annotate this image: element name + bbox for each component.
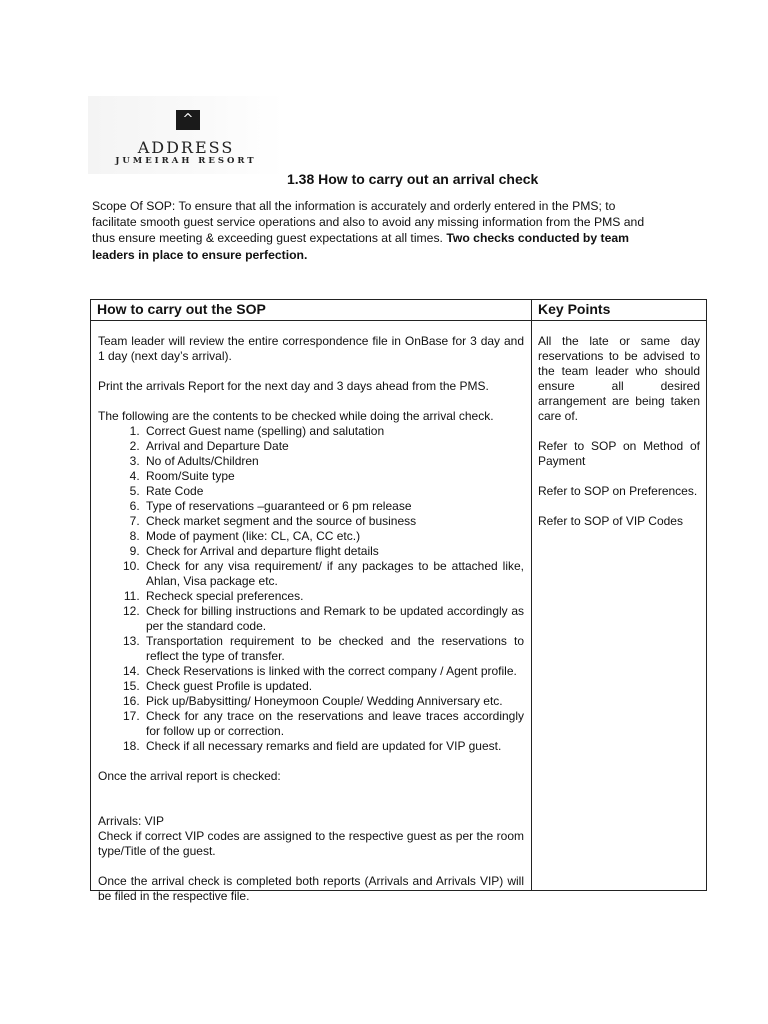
logo-mark-icon: ^	[176, 110, 200, 130]
key-point-vip-codes: Refer to SOP of VIP Codes	[538, 514, 683, 528]
scope-paragraph	[92, 198, 662, 263]
key-point-late-reservations: All the late or same day reservations to be advised to the team leader who should ensure all desired arrangement are being taken care of.	[538, 334, 700, 423]
checklist-item: 1. Correct Guest name (spelling) and salutation	[143, 424, 524, 439]
scope-bold-text: Two checks conducted by team leaders in place to ensure perfection.	[92, 231, 629, 262]
logo-subtitle: JUMEIRAH RESORT	[115, 156, 257, 166]
checklist-item: 14. Check Reservations is linked with the correct company / Agent profile.	[143, 664, 524, 679]
checklist-item: 2. Arrival and Departure Date	[143, 439, 524, 454]
key-point-preferences: Refer to SOP on Preferences.	[538, 484, 698, 498]
arrivals-vip-heading: Arrivals: VIP	[98, 814, 165, 828]
scope-text: Scope Of SOP: To ensure that all the information is accurately and orderly entered in the PMS; to facilitate smooth guest service operations and also to avoid any missing information from the PMS and thus ensure meeting & exceeding guest expectations at all times.	[92, 199, 645, 246]
checklist	[98, 424, 524, 754]
checklist-item: 5. Rate Code	[143, 484, 524, 499]
document-title: 1.38 How to carry out an arrival check	[287, 171, 539, 187]
step-contents-intro: The following are the contents to be checked while doing the arrival check.	[98, 409, 494, 423]
step-print-report: Print the arrivals Report for the next day and 3 days ahead from the PMS.	[98, 379, 489, 393]
key-points-cell	[538, 334, 700, 529]
checklist-item: 15. Check guest Profile is updated.	[143, 679, 524, 694]
checklist-item: 10. Check for any visa requirement/ if any packages to be attached like, Ahlan, Visa package etc.	[143, 559, 524, 589]
sop-table	[90, 299, 707, 903]
checklist-item: 13. Transportation requirement to be checked and the reservations to reflect the type of transfer.	[143, 634, 524, 664]
checklist-item: 11. Recheck special preferences.	[143, 589, 524, 604]
arrivals-vip-text: Check if correct VIP codes are assigned to the respective guest as per the room type/Title of the guest.	[98, 829, 524, 858]
checklist-item: 9. Check for Arrival and departure flight details	[143, 544, 524, 559]
key-point-method-of-payment: Refer to SOP on Method of Payment	[538, 439, 700, 468]
step-review-correspondence: Team leader will review the entire correspondence file in OnBase for 3 day and 1 day (next day’s arrival).	[98, 334, 524, 363]
table-column-divider	[531, 300, 532, 890]
sop-steps-cell	[98, 334, 524, 904]
logo-name: ADDRESS	[137, 138, 235, 157]
step-file-reports: Once the arrival check is completed both reports (Arrivals and Arrivals VIP) will be filed in the respective file.	[98, 874, 524, 903]
checklist-item: 6. Type of reservations –guaranteed or 6 pm release	[143, 499, 524, 514]
checklist-item: 4. Room/Suite type	[143, 469, 524, 484]
checklist-item: 17. Check for any trace on the reservations and leave traces accordingly for follow up or correction.	[143, 709, 524, 739]
checklist-item: 16. Pick up/Babysitting/ Honeymoon Couple/ Wedding Anniversary etc.	[143, 694, 524, 709]
address-jumeirah-logo	[88, 96, 284, 174]
table-header-divider	[91, 320, 706, 321]
checklist-item: 7. Check market segment and the source of business	[143, 514, 524, 529]
header-how-to: How to carry out the SOP	[97, 301, 266, 317]
checklist-item: 18. Check if all necessary remarks and field are updated for VIP guest.	[143, 739, 524, 754]
checklist-item: 8. Mode of payment (like: CL, CA, CC etc.)	[143, 529, 524, 544]
header-key-points: Key Points	[538, 301, 611, 317]
checklist-item: 3. No of Adults/Children	[143, 454, 524, 469]
step-report-checked: Once the arrival report is checked:	[98, 769, 281, 783]
checklist-item: 12. Check for billing instructions and Remark to be updated accordingly as per the standard code.	[143, 604, 524, 634]
